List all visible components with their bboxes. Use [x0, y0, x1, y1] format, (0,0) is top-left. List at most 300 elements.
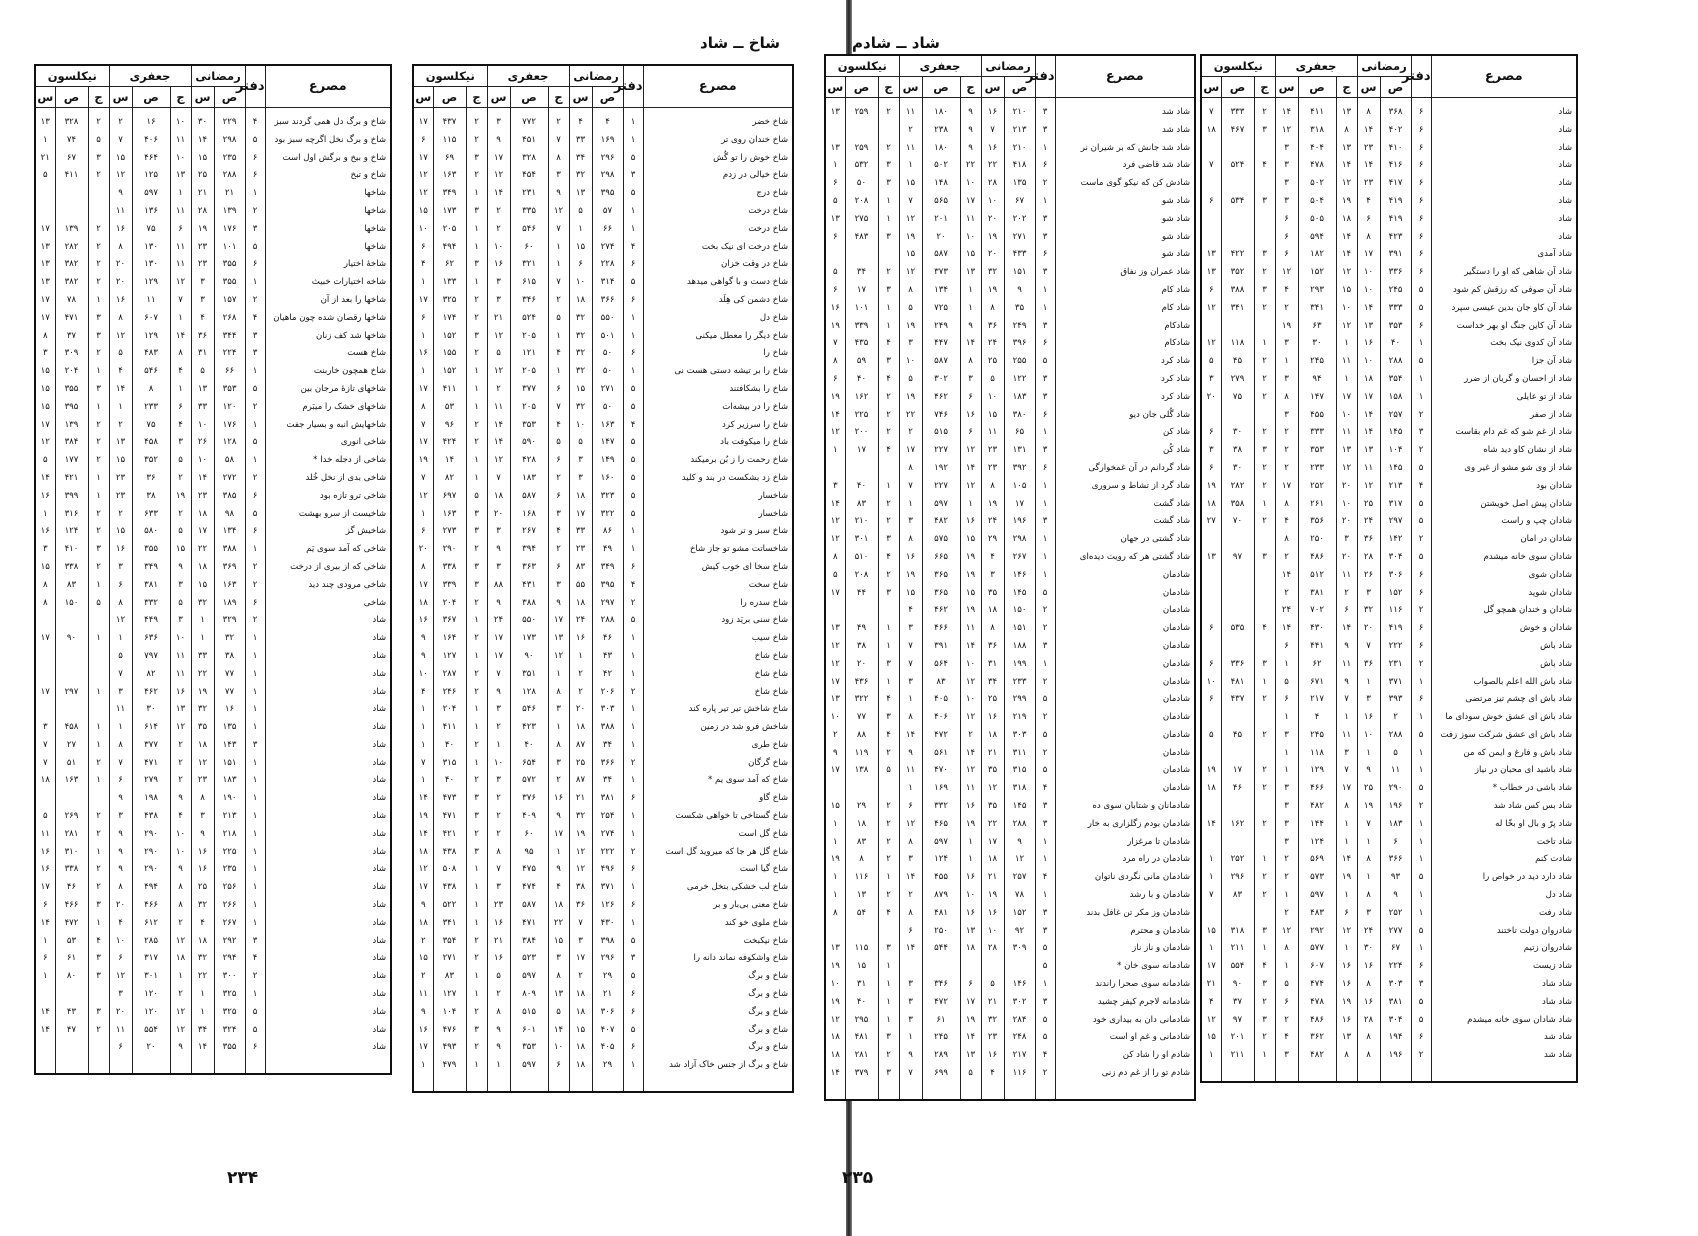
- ref-cell: ۱: [569, 221, 592, 239]
- ref-cell: ۱: [191, 630, 214, 648]
- ref-cell: ۱۲: [413, 861, 433, 879]
- ref-cell: ۷: [109, 666, 132, 684]
- mesra-cell: شاخ گل هر جا که میروید گل است: [643, 844, 793, 862]
- ref-cell: ۳۵۳: [510, 1039, 548, 1057]
- ref-cell: ۳: [1357, 691, 1380, 709]
- ref-cell: ۲۰۵: [510, 399, 548, 417]
- ref-cell: ۲: [1035, 620, 1055, 638]
- ref-cell: ۱۹: [191, 221, 214, 239]
- ref-cell: ۹: [109, 826, 132, 844]
- ref-cell: ۳۵: [981, 798, 1004, 816]
- header-sub-jim: ج: [960, 77, 981, 98]
- ref-cell: ۱۰: [960, 887, 981, 905]
- ref-cell: ۹: [109, 861, 132, 879]
- ref-cell: ۶: [109, 577, 132, 595]
- ref-cell: ۱۶: [981, 709, 1004, 727]
- ref-cell: ۳: [548, 950, 569, 968]
- ref-cell: ۳۳: [191, 399, 214, 417]
- ref-cell: ۲: [413, 933, 433, 951]
- table-row: [825, 478, 1195, 496]
- ref-cell: ۱۴: [487, 185, 510, 203]
- ref-cell: ۱۳: [35, 256, 55, 274]
- ref-cell: ۶: [245, 1039, 265, 1074]
- ref-cell: ۳۰۰: [214, 968, 245, 986]
- ref-cell: ۳۲: [569, 328, 592, 346]
- ref-cell: ۳۷: [1221, 994, 1254, 1012]
- table-row: [413, 933, 793, 951]
- ref-cell: ۶: [1201, 656, 1221, 674]
- ref-cell: ۳۹۳: [1380, 691, 1411, 709]
- table-row: [1201, 745, 1577, 763]
- header-jafari: جعفری: [899, 55, 981, 77]
- ref-cell: ۳۶۷: [433, 612, 466, 630]
- ref-cell: ۱۷: [35, 292, 55, 310]
- ref-cell: ۱۲: [35, 434, 55, 452]
- ref-cell: ۱۰۱: [214, 239, 245, 257]
- ref-cell: [88, 1039, 109, 1074]
- ref-cell: ۳۲۵: [214, 986, 245, 1004]
- ref-cell: ۳: [548, 701, 569, 719]
- ref-cell: ۷۷۲: [510, 108, 548, 132]
- table-row: [35, 897, 391, 915]
- ref-cell: ۴۰: [433, 772, 466, 790]
- table-row: [1201, 229, 1577, 247]
- ref-cell: ۶: [1411, 691, 1431, 709]
- ref-cell: ۱: [245, 897, 265, 915]
- ref-cell: ۱۰: [899, 353, 922, 371]
- ref-cell: ۳: [109, 986, 132, 1004]
- table-row: [1201, 923, 1577, 941]
- ref-cell: ۱۷: [191, 523, 214, 541]
- ref-cell: ۷: [548, 221, 569, 239]
- ref-cell: ۱۰: [1357, 727, 1380, 745]
- ref-cell: ۱۶: [1336, 1012, 1357, 1030]
- ref-cell: ۳۱۸: [1004, 780, 1035, 798]
- ref-cell: ۲۰: [413, 541, 433, 559]
- header-sub-sin: س: [1201, 77, 1221, 98]
- ref-cell: ۱: [1357, 745, 1380, 763]
- ref-cell: ۱۸: [569, 595, 592, 613]
- ref-cell: ۱۲۹: [132, 328, 170, 346]
- ref-cell: ۶: [623, 345, 643, 363]
- ref-cell: ۷: [981, 122, 1004, 140]
- ref-cell: ۱۶۲: [1221, 816, 1254, 834]
- ref-cell: ۱: [1357, 834, 1380, 852]
- ref-cell: ۱: [1254, 1047, 1275, 1082]
- ref-cell: ۱۴۷: [592, 434, 623, 452]
- ref-cell: ۱۵: [899, 246, 922, 264]
- ref-cell: ۴۷۱: [132, 755, 170, 773]
- ref-cell: [1221, 798, 1254, 816]
- ref-cell: ۲۸: [981, 175, 1004, 193]
- ref-cell: ۵۸۷: [510, 488, 548, 506]
- ref-cell: ۱۵: [170, 541, 191, 559]
- ref-cell: ۵: [245, 239, 265, 257]
- ref-cell: ۱۸۳: [214, 772, 245, 790]
- table-row: [1201, 602, 1577, 620]
- ref-cell: ۲۹۸: [1004, 531, 1035, 549]
- ref-cell: ۴: [623, 239, 643, 257]
- ref-cell: ۳۲۹: [214, 612, 245, 630]
- ref-cell: ۳: [1275, 175, 1298, 193]
- ref-cell: ۴۸۳: [1298, 905, 1336, 923]
- mesra-cell: شاخیش گز: [265, 523, 391, 541]
- ref-cell: ۱۷: [1004, 496, 1035, 514]
- ref-cell: ۸: [1275, 496, 1298, 514]
- ref-cell: ۱۷: [35, 310, 55, 328]
- ref-cell: ۵۳: [55, 933, 88, 951]
- mesra-cell: شاد گشت: [1055, 513, 1195, 531]
- ref-cell: ۷: [109, 755, 132, 773]
- ref-cell: ۵۲۲: [433, 897, 466, 915]
- ref-cell: ۸: [1336, 122, 1357, 140]
- ref-cell: ۱: [88, 844, 109, 862]
- ref-cell: ۱۹: [960, 602, 981, 620]
- table-row: [413, 808, 793, 826]
- ref-cell: ۳۵: [1004, 300, 1035, 318]
- ref-cell: ۴: [191, 310, 214, 328]
- ref-cell: ۳: [35, 719, 55, 737]
- ref-cell: ۱۷: [413, 577, 433, 595]
- ref-cell: ۷۷: [214, 666, 245, 684]
- ref-cell: ۲۷۹: [1221, 371, 1254, 389]
- table-row: [1201, 335, 1577, 353]
- ref-cell: ۱۳: [1201, 246, 1221, 264]
- mesra-cell: شاد از نشان کاو دید شاه: [1431, 442, 1577, 460]
- ref-cell: ۵۸۷: [510, 897, 548, 915]
- ref-cell: ۶: [1336, 602, 1357, 620]
- ref-cell: ۹۰: [1221, 976, 1254, 994]
- ref-cell: ۲۸۸: [214, 167, 245, 185]
- table-row: [825, 300, 1195, 318]
- ref-cell: ۱۰: [960, 229, 981, 247]
- table-row: [825, 567, 1195, 585]
- ref-cell: ۲۲۴: [214, 345, 245, 363]
- ref-cell: ۴۸۶: [1298, 1012, 1336, 1030]
- table-row: [413, 399, 793, 417]
- mesra-cell: شادمان: [1055, 567, 1195, 585]
- mesra-cell: شاخ سبز و تر شود: [643, 523, 793, 541]
- table-row: [413, 1039, 793, 1057]
- mesra-cell: شاد باش ای عشق شرکت سوز زفت: [1431, 727, 1577, 745]
- ref-cell: ۳: [170, 612, 191, 630]
- ref-cell: ۱: [878, 620, 899, 638]
- ref-cell: ۳۱۶: [55, 506, 88, 524]
- ref-cell: ۹: [899, 1047, 922, 1065]
- ref-cell: [1254, 211, 1275, 229]
- ref-cell: ۳: [899, 976, 922, 994]
- table-row: [1201, 905, 1577, 923]
- table-row: [825, 98, 1195, 122]
- ref-cell: ۳۰: [191, 108, 214, 132]
- ref-cell: ۱: [878, 958, 899, 976]
- ref-cell: ۲: [109, 506, 132, 524]
- ref-cell: ۱۱: [1336, 727, 1357, 745]
- ref-cell: ۲۱: [487, 310, 510, 328]
- ref-cell: ۳: [878, 531, 899, 549]
- ref-cell: ۸۰: [55, 968, 88, 986]
- ref-cell: [35, 648, 55, 666]
- ref-cell: ۳۲۵: [433, 292, 466, 310]
- ref-cell: ۱۸: [981, 851, 1004, 869]
- mesra-cell: شاد از غم شو که غم دام بقاست: [1431, 424, 1577, 442]
- table-row: [1201, 620, 1577, 638]
- mesra-cell: شادمان: [1055, 674, 1195, 692]
- ref-cell: ۱۰۵: [1004, 478, 1035, 496]
- ref-cell: ۵۷۲: [510, 772, 548, 790]
- ref-cell: ۳۰: [1298, 335, 1336, 353]
- ref-cell: ۱: [88, 630, 109, 648]
- header-sub-sad: ص: [1221, 77, 1254, 98]
- header-sub-sin: س: [1275, 77, 1298, 98]
- ref-cell: ۹: [170, 1039, 191, 1074]
- ref-cell: [1201, 798, 1221, 816]
- mesra-cell: شاخ گرگان: [643, 755, 793, 773]
- table-row: [825, 318, 1195, 336]
- ref-cell: ۲: [623, 684, 643, 702]
- ref-cell: ۱۲: [1336, 264, 1357, 282]
- ref-cell: ۳: [466, 577, 487, 595]
- table-row: [413, 274, 793, 292]
- ref-cell: ۱۵: [569, 239, 592, 257]
- ref-cell: ۱: [548, 239, 569, 257]
- ref-cell: ۵: [1411, 353, 1431, 371]
- ref-cell: ۴: [623, 417, 643, 435]
- ref-cell: ۱۴۶: [1004, 567, 1035, 585]
- ref-cell: ۲: [1275, 905, 1298, 923]
- ref-cell: ۱۷: [35, 221, 55, 239]
- ref-cell: ۹: [960, 98, 981, 122]
- ref-cell: ۱۲: [548, 203, 569, 221]
- ref-cell: ۱۰: [1336, 407, 1357, 425]
- ref-cell: ۱: [191, 612, 214, 630]
- mesra-cell: شاد: [265, 1004, 391, 1022]
- ref-cell: ۴: [1411, 478, 1431, 496]
- ref-cell: ۳: [88, 950, 109, 968]
- mesra-cell: شاخسار: [643, 488, 793, 506]
- mesra-cell: شاد شد قاضی فرد: [1055, 157, 1195, 175]
- ref-cell: ۸۰۹: [510, 986, 548, 1004]
- ref-cell: ۱: [88, 772, 109, 790]
- ref-cell: ۱۵: [1336, 282, 1357, 300]
- header-sub-sad: ص: [214, 87, 245, 108]
- ref-cell: ۱: [1254, 851, 1275, 869]
- ref-cell: ۱: [1357, 869, 1380, 887]
- header-sub-sad: ص: [592, 87, 623, 108]
- ref-cell: ۲۰: [845, 656, 878, 674]
- ref-cell: ۲۶۱: [1298, 496, 1336, 514]
- ref-cell: ۱: [466, 612, 487, 630]
- ref-cell: ۵۷: [592, 203, 623, 221]
- ref-cell: ۵: [1275, 674, 1298, 692]
- mesra-cell: شادمان: [1055, 727, 1195, 745]
- ref-cell: ۱۳: [825, 211, 845, 229]
- ref-cell: ۱۲: [1336, 318, 1357, 336]
- ref-cell: ۳۳۹: [845, 318, 878, 336]
- ref-cell: ۳: [1035, 229, 1055, 247]
- ref-cell: ۲: [878, 887, 899, 905]
- ref-cell: ۱: [35, 968, 55, 986]
- ref-cell: ۱۲: [191, 755, 214, 773]
- header-jafari: جعفری: [487, 65, 569, 87]
- ref-cell: ۱۲: [170, 1004, 191, 1022]
- ref-cell: ۱: [1254, 335, 1275, 353]
- table-row: [825, 691, 1195, 709]
- ref-cell: ۹: [1336, 674, 1357, 692]
- mesra-cell: شاد: [1431, 140, 1577, 158]
- table-row: [825, 958, 1195, 976]
- ref-cell: ۲: [1275, 549, 1298, 567]
- ref-cell: ۱: [466, 1057, 487, 1092]
- ref-cell: ۴۶: [1221, 780, 1254, 798]
- ref-cell: ۳: [245, 933, 265, 951]
- ref-cell: ۶۰۷: [1298, 958, 1336, 976]
- table-row: [413, 950, 793, 968]
- ref-cell: ۲: [88, 345, 109, 363]
- ref-cell: ۱: [413, 772, 433, 790]
- ref-cell: ۴۷۲: [55, 915, 88, 933]
- ref-cell: ۴۱۹: [1380, 620, 1411, 638]
- mesra-cell: شاخ سنی بریَد زود: [643, 612, 793, 630]
- header-nicholson: نیکلسون: [1201, 55, 1275, 77]
- ref-cell: ۱۲: [825, 513, 845, 531]
- ref-cell: ۲۱: [981, 869, 1004, 887]
- table-row: [413, 488, 793, 506]
- ref-cell: ۶: [245, 595, 265, 613]
- ref-cell: ۳۹۵: [592, 185, 623, 203]
- ref-cell: ۵: [245, 506, 265, 524]
- ref-cell: ۲۴۵: [1380, 282, 1411, 300]
- ref-cell: ۳: [878, 940, 899, 958]
- ref-cell: ۱۵۱: [214, 755, 245, 773]
- ref-cell: ۴: [1275, 282, 1298, 300]
- table-row: [35, 488, 391, 506]
- ref-cell: ۲۱۳: [1004, 122, 1035, 140]
- ref-cell: ۶: [1411, 264, 1431, 282]
- mesra-cell: شاخهایش انبه و بسیار جفت: [265, 417, 391, 435]
- ref-cell: ۳۲۴: [214, 1022, 245, 1040]
- ref-cell: ۲۵۰: [1298, 531, 1336, 549]
- ref-cell: ۷: [487, 861, 510, 879]
- ref-cell: ۶: [960, 424, 981, 442]
- ref-cell: ۱۵: [109, 452, 132, 470]
- ref-cell: ۱۶: [35, 861, 55, 879]
- ref-cell: ۱: [623, 541, 643, 559]
- ref-cell: ۳۵۲: [132, 452, 170, 470]
- mesra-cell: شاخ و برگ دل همی گردند سبز: [265, 108, 391, 132]
- ref-cell: ۱۰: [170, 826, 191, 844]
- ref-cell: ۱: [878, 976, 899, 994]
- ref-cell: ۴۷۸: [1298, 157, 1336, 175]
- header-sub-sin: س: [487, 87, 510, 108]
- ref-cell: ۷۸: [1004, 887, 1035, 905]
- ref-cell: [1221, 709, 1254, 727]
- ref-cell: ۱: [1035, 478, 1055, 496]
- ref-cell: ۲: [1411, 531, 1431, 549]
- ref-cell: ۲: [170, 986, 191, 1004]
- ref-cell: ۱۶: [413, 612, 433, 630]
- ref-cell: ۲: [569, 684, 592, 702]
- ref-cell: ۶: [623, 1004, 643, 1022]
- table-row: [825, 976, 1195, 994]
- mesra-cell: شاخ شاخ: [643, 648, 793, 666]
- ref-cell: ۳۰۹: [1004, 940, 1035, 958]
- ref-cell: ۱۹: [825, 851, 845, 869]
- ref-cell: ۵۴۶: [132, 363, 170, 381]
- mesra-cell: شاخی مرودی چند دید: [265, 577, 391, 595]
- ref-cell: ۲۱۷: [1298, 691, 1336, 709]
- ref-cell: ۲۲: [191, 666, 214, 684]
- ref-cell: ۵: [1411, 727, 1431, 745]
- ref-cell: ۱۳: [35, 239, 55, 257]
- ref-cell: ۵: [623, 434, 643, 452]
- ref-cell: ۱: [413, 506, 433, 524]
- table-row: [825, 585, 1195, 603]
- ref-cell: ۱۲: [170, 719, 191, 737]
- ref-cell: ۲: [487, 203, 510, 221]
- ref-cell: ۱۶: [548, 790, 569, 808]
- ref-cell: ۶: [1035, 460, 1055, 478]
- ref-cell: ۴۳: [592, 648, 623, 666]
- ref-cell: ۲۹۰: [1380, 780, 1411, 798]
- ref-cell: ۲۸۱: [55, 826, 88, 844]
- ref-cell: ۴۱۰: [55, 541, 88, 559]
- ref-cell: ۲۶: [1357, 567, 1380, 585]
- ref-cell: ۲: [466, 933, 487, 951]
- ref-cell: ۱۹: [981, 229, 1004, 247]
- table-row: [1201, 674, 1577, 692]
- ref-cell: ۳۳۳: [1221, 98, 1254, 122]
- ref-cell: ۳۳۵: [510, 203, 548, 221]
- ref-cell: ۸: [960, 353, 981, 371]
- ref-cell: ۱۴: [825, 496, 845, 514]
- ref-cell: ۵: [1035, 353, 1055, 371]
- ref-cell: ۱: [466, 452, 487, 470]
- ref-cell: ۴۱۱: [1298, 98, 1336, 122]
- ref-cell: ۹: [548, 808, 569, 826]
- ref-cell: [1201, 745, 1221, 763]
- header-sub-sad: ص: [433, 87, 466, 108]
- table-row: [825, 371, 1195, 389]
- table-row: [825, 264, 1195, 282]
- ref-cell: ۳۲: [569, 363, 592, 381]
- ref-cell: [1221, 175, 1254, 193]
- ref-cell: ۱۶: [487, 915, 510, 933]
- ref-cell: ۳: [878, 656, 899, 674]
- ref-cell: ۱۲۴: [55, 523, 88, 541]
- ref-cell: ۶: [1035, 407, 1055, 425]
- mesra-cell: شاد: [265, 630, 391, 648]
- ref-cell: ۳۰۳: [1380, 976, 1411, 994]
- ref-cell: ۱۴: [487, 434, 510, 452]
- ref-cell: ۱۳: [1336, 98, 1357, 122]
- ref-cell: ۶: [1201, 282, 1221, 300]
- ref-cell: ۵: [981, 976, 1004, 994]
- ref-cell: ۴۱۱: [55, 167, 88, 185]
- header-ramazani: رمضانی: [1357, 55, 1411, 77]
- ref-cell: ۳۴۹: [592, 559, 623, 577]
- ref-cell: ۶: [1411, 585, 1431, 603]
- ref-cell: ۱۷: [899, 442, 922, 460]
- ref-cell: ۳: [466, 1022, 487, 1040]
- ref-cell: ۷: [170, 292, 191, 310]
- ref-cell: ۱: [1035, 656, 1055, 674]
- ref-cell: ۶: [1357, 211, 1380, 229]
- ref-cell: [825, 246, 845, 264]
- mesra-cell: شاخها رقصان شده چون ماهیان: [265, 310, 391, 328]
- mesra-cell: شاد از تو عایلی: [1431, 389, 1577, 407]
- ref-cell: [1201, 140, 1221, 158]
